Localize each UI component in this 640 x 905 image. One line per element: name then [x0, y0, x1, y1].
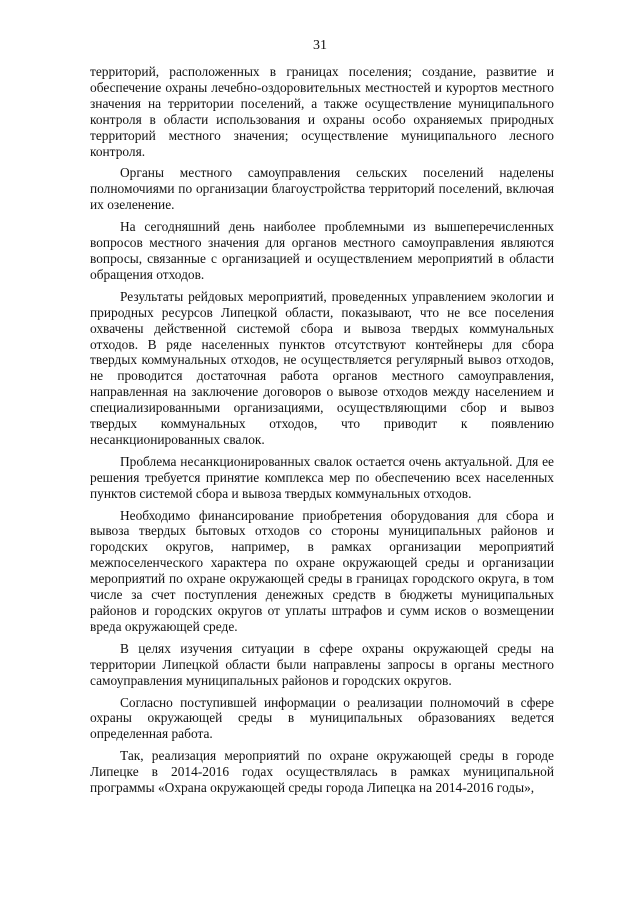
paragraph-3: На сегодняшний день наиболее проблемными из вышеперечисленных вопросов местного значения для органов местного самоуправления являются вопросы, связанные с организацией и осуществлением мероприятий в области обращения отходов.: [90, 219, 554, 282]
page-number: 31: [313, 38, 327, 53]
paragraph-8: Согласно поступившей информации о реализации полномочий в сфере охраны окружающей среды в муниципальных образованиях ведется определенная работа.: [90, 694, 554, 742]
paragraph-7: В целях изучения ситуации в сфере охраны окружающей среды на территории Липецкой области были направлены запросы в органы местного самоуправления муниципальных районов и городских округов.: [90, 640, 554, 688]
paragraph-6: Необходимо финансирование приобретения оборудования для сбора и вывоза твердых бытовых отходов со стороны муниципальных районов и городских округов, например, в рамках организации мероприятий межпоселенческого характера по охране окружающей среды и организации мероприятий по охране окружающей среды в границах городского округа, в том числе за счет поступления денежных средств в бюджеты муниципальных районов и городских округов от уплаты штрафов и сумм исков о возмещении вреда окружающей среде.: [90, 507, 554, 634]
paragraph-1: территорий, расположенных в границах поселения; создание, развитие и обеспечение охраны лечебно-оздоровительных местностей и курортов местного значения на территории поселений, а также осуществление муниципального контроля в области использования и охраны особо охраняемых природных территорий местного значения; осуществление муниципального лесного контроля.: [90, 64, 554, 159]
paragraph-5: Проблема несанкционированных свалок остается очень актуальной. Для ее решения требуется принятие комплекса мер по обеспечению всех населенных пунктов системой сбора и вывоза твердых коммунальных отходов.: [90, 453, 554, 501]
paragraph-4: Результаты рейдовых мероприятий, проведенных управлением экологии и природных ресурсов Липецкой области, показывают, что не все поселения охвачены действенной системой сбора и вывоза твердых коммунальных отходов. В ряде населенных пунктов отсутствуют контейнеры для сбора твердых коммунальных отходов, не осуществляется регулярный вывоз отходов, не проводится достаточная работа органов местного самоуправления, направленная на заключение договоров о вывозе отходов между населением и специализированными организациями, осуществляющими сбор и вывоз твердых коммунальных отходов, что приводит к появлению несанкционированных свалок.: [90, 288, 554, 447]
paragraph-2: Органы местного самоуправления сельских поселений наделены полномочиями по организации благоустройства территорий поселений, включая их озеленение.: [90, 165, 554, 213]
paragraph-9: Так, реализация мероприятий по охране окружающей среды в городе Липецке в 2014-2016 годах осуществлялась в рамках муниципальной программы «Охрана окружающей среды города Липецка на 2014-2016 годы»,: [90, 748, 554, 796]
document-body: [90, 64, 554, 802]
